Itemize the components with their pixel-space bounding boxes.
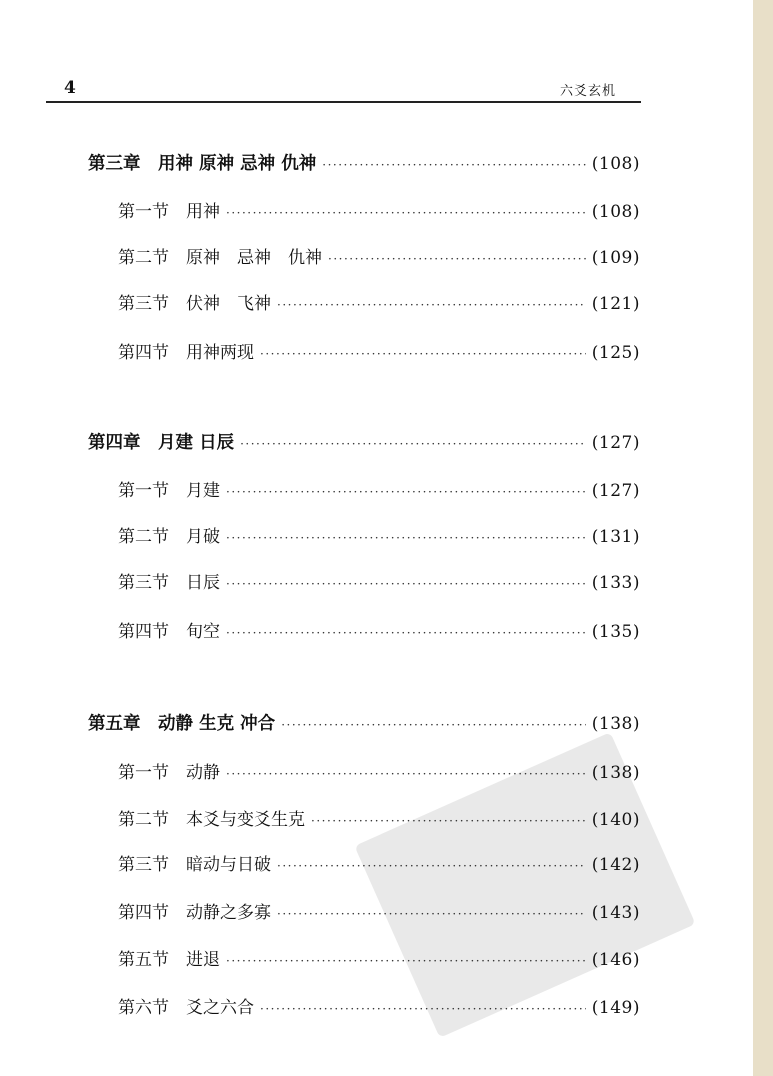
dot-leader — [322, 158, 586, 172]
toc-page: (127) — [591, 481, 640, 501]
toc-page: (121) — [591, 294, 640, 314]
toc-label: 第三章 用神 原神 忌神 仇神 — [88, 154, 317, 174]
toc-label: 第一节 月建 — [118, 481, 220, 501]
toc-chapter — [88, 710, 640, 735]
dot-leader — [240, 437, 586, 451]
toc-label: 第三节 暗动与日破 — [118, 855, 271, 875]
toc-section — [118, 617, 640, 642]
toc-page: (135) — [591, 622, 640, 642]
toc-section — [118, 805, 640, 830]
toc-section — [118, 850, 640, 875]
toc-label: 第一节 动静 — [118, 763, 220, 783]
dot-leader — [277, 859, 586, 873]
toc-chapter — [88, 150, 640, 175]
dot-leader — [226, 954, 586, 968]
toc-page: (133) — [591, 573, 640, 593]
toc-page: (125) — [591, 343, 640, 363]
toc-label: 第四节 用神两现 — [118, 343, 254, 363]
toc-page: (140) — [591, 810, 640, 830]
dot-leader — [226, 206, 586, 220]
toc-section — [118, 945, 640, 970]
toc-label: 第五章 动静 生克 冲合 — [88, 714, 276, 734]
toc-label: 第四节 旬空 — [118, 622, 220, 642]
dot-leader — [328, 252, 586, 266]
toc-section — [118, 197, 640, 222]
toc-chapter — [88, 429, 640, 454]
toc-section — [118, 898, 640, 923]
toc-section — [118, 522, 640, 547]
dot-leader — [281, 718, 586, 732]
toc-page: (108) — [591, 202, 640, 222]
dot-leader — [226, 626, 586, 640]
toc-page: (138) — [591, 714, 640, 734]
dot-leader — [226, 767, 586, 781]
toc-label: 第二节 本爻与变爻生克 — [118, 810, 305, 830]
toc-section — [118, 289, 640, 314]
toc-page: (109) — [591, 248, 640, 268]
toc-section — [118, 568, 640, 593]
dot-leader — [226, 531, 586, 545]
toc-page: (138) — [591, 763, 640, 783]
toc-section — [118, 758, 640, 783]
toc-page: (146) — [591, 950, 640, 970]
toc-page: (108) — [591, 154, 640, 174]
dot-leader — [260, 347, 586, 361]
header-rule — [46, 101, 641, 103]
toc-label: 第四章 月建 日辰 — [88, 433, 235, 453]
dot-leader — [226, 485, 586, 499]
toc-label: 第三节 日辰 — [118, 573, 220, 593]
toc-label: 第四节 动静之多寡 — [118, 903, 271, 923]
toc-label: 第三节 伏神 飞神 — [118, 294, 271, 314]
toc-label: 第一节 用神 — [118, 202, 220, 222]
toc-label: 第二节 月破 — [118, 527, 220, 547]
page-edge — [753, 0, 773, 1076]
toc-page: (142) — [591, 855, 640, 875]
toc-label: 第二节 原神 忌神 仇神 — [118, 248, 322, 268]
running-title: 六爻玄机 — [560, 84, 617, 99]
toc-page: (149) — [591, 998, 640, 1018]
toc-label: 第六节 爻之六合 — [118, 998, 254, 1018]
toc-section — [118, 338, 640, 363]
dot-leader — [277, 298, 586, 312]
toc-section — [118, 243, 640, 268]
dot-leader — [260, 1002, 586, 1016]
toc-page: (143) — [591, 903, 640, 923]
toc-page: (131) — [591, 527, 640, 547]
toc-section — [118, 476, 640, 501]
dot-leader — [277, 907, 586, 921]
toc-page: (127) — [591, 433, 640, 453]
toc-label: 第五节 进退 — [118, 950, 220, 970]
dot-leader — [311, 814, 586, 828]
page-number: 4 — [64, 78, 76, 98]
dot-leader — [226, 577, 586, 591]
toc-section — [118, 993, 640, 1018]
